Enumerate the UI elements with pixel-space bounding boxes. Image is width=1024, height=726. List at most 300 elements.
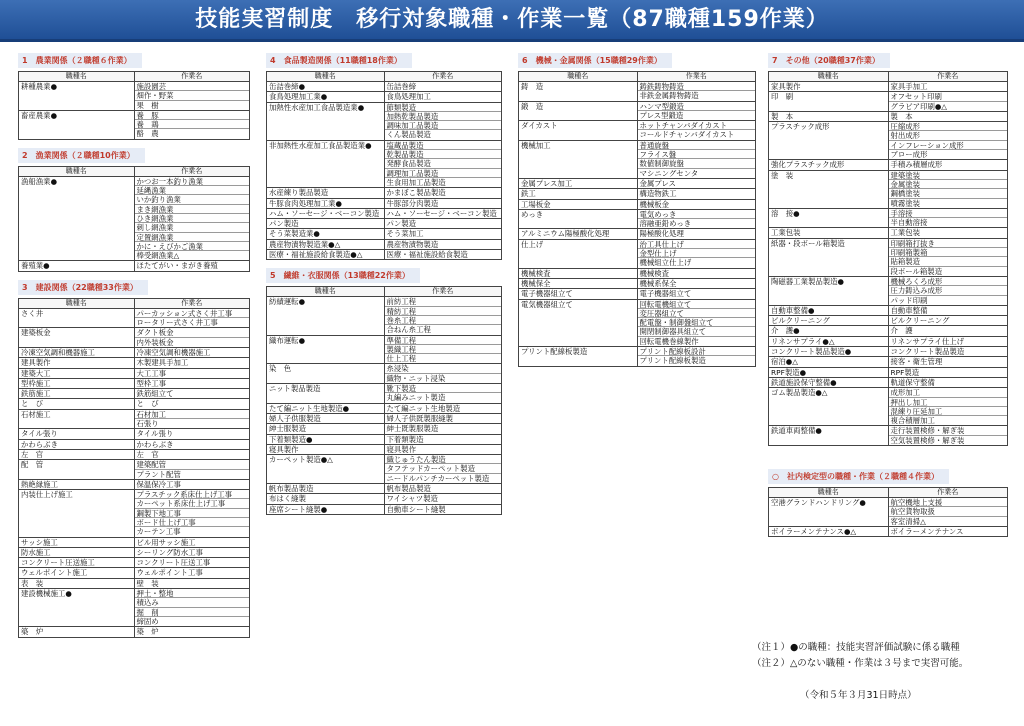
job-table bbox=[768, 71, 1008, 446]
work-item: 発酵食品製造 bbox=[385, 159, 502, 168]
table-row bbox=[19, 328, 250, 348]
occupation-cell: 印 刷 bbox=[769, 92, 889, 112]
work-cell bbox=[134, 358, 250, 368]
work-cell bbox=[888, 526, 1008, 536]
work-item: 帆布製品製造 bbox=[386, 483, 431, 493]
work-item: フライス盤 bbox=[638, 150, 756, 159]
work-item: 手溶接 bbox=[889, 209, 1008, 218]
table-row bbox=[19, 308, 250, 328]
work-cell bbox=[384, 413, 502, 423]
occupation-cell: 水産練り製品製造 bbox=[267, 188, 385, 198]
col-header-work: 作業名 bbox=[134, 166, 250, 176]
occupation-cell: 下着類製造● bbox=[267, 434, 385, 444]
work-cell bbox=[888, 377, 1008, 387]
occupation-cell: 介 護● bbox=[769, 326, 889, 336]
work-cell bbox=[888, 305, 1008, 315]
work-cell bbox=[888, 336, 1008, 346]
work-item: 紳士既製服製造 bbox=[386, 424, 439, 434]
work-item: 缶詰巻締 bbox=[386, 82, 417, 91]
work-item: 仕上工程 bbox=[386, 354, 417, 364]
work-item: カーテン工事 bbox=[136, 527, 181, 537]
occupation-cell: 婦人子供服製造 bbox=[267, 413, 385, 423]
work-cell bbox=[384, 504, 502, 514]
work-cell bbox=[384, 424, 502, 434]
work-cell bbox=[637, 121, 756, 141]
work-item: 寝具製作 bbox=[386, 444, 417, 454]
work-cell bbox=[888, 228, 1008, 238]
section-title: ○ 社内検定型の職種・作業（２職種４作業） bbox=[768, 469, 949, 484]
column-1 bbox=[18, 48, 250, 641]
work-cell bbox=[888, 357, 1008, 367]
work-item: タイル張り bbox=[136, 429, 174, 439]
table-row bbox=[769, 316, 1008, 326]
occupation-cell: 寝具製作 bbox=[267, 444, 385, 454]
work-item: 巻糸工程 bbox=[385, 316, 502, 325]
work-cell bbox=[888, 170, 1008, 208]
work-item: 果 樹 bbox=[136, 100, 159, 110]
table-header-row bbox=[19, 72, 250, 82]
table-row bbox=[769, 111, 1008, 121]
col-header-work: 作業名 bbox=[134, 298, 250, 308]
work-item: 噴霧塗装 bbox=[890, 198, 921, 208]
work-item: 変圧器組立て bbox=[638, 309, 756, 318]
work-item: かに・えびかご漁業 bbox=[135, 242, 250, 251]
table-row bbox=[19, 537, 250, 547]
col-header-work: 作業名 bbox=[888, 72, 1008, 82]
table-row bbox=[769, 497, 1008, 526]
job-table bbox=[266, 286, 502, 515]
work-cell bbox=[134, 368, 250, 378]
work-cell bbox=[134, 261, 250, 271]
table-row bbox=[769, 92, 1008, 112]
table-row bbox=[267, 483, 502, 493]
occupation-cell: 溶 接● bbox=[769, 208, 889, 228]
work-item: 機械ろくろ成形 bbox=[889, 277, 1008, 286]
work-item: 金型仕上げ bbox=[638, 249, 756, 258]
occupation-cell: 織布運転● bbox=[267, 335, 385, 364]
work-cell bbox=[637, 347, 756, 367]
work-cell bbox=[637, 229, 756, 239]
work-item: 締固め bbox=[136, 616, 159, 626]
table-row bbox=[267, 384, 502, 404]
work-item: 印刷箱製箱 bbox=[889, 248, 1008, 257]
occupation-cell: 農産物漬物製造業●△ bbox=[267, 239, 385, 249]
occupation-cell: 養殖業● bbox=[19, 261, 135, 271]
table-row bbox=[19, 460, 250, 480]
table-row bbox=[267, 92, 502, 102]
table-row bbox=[519, 178, 756, 188]
work-item: ハンマ型鍛造 bbox=[638, 102, 756, 111]
work-item: RPF製造 bbox=[890, 367, 920, 377]
work-cell bbox=[384, 92, 502, 102]
table-row bbox=[19, 261, 250, 271]
table-row bbox=[267, 198, 502, 208]
occupation-cell: 漁船漁業● bbox=[19, 176, 135, 261]
table-row bbox=[19, 110, 250, 139]
occupation-cell: 内装仕上げ施工 bbox=[19, 490, 135, 537]
work-item: 軌道保守整備 bbox=[890, 377, 935, 387]
note-1: （注１）●の職種：技能実習評価試験に係る職種 bbox=[752, 642, 960, 653]
table-row bbox=[769, 336, 1008, 346]
job-table bbox=[18, 298, 250, 638]
work-item: 家具手加工 bbox=[890, 82, 928, 91]
work-item: 保温保冷工事 bbox=[136, 479, 181, 489]
table-row bbox=[769, 347, 1008, 357]
work-cell bbox=[384, 364, 502, 384]
work-item: コンクリート製品製造 bbox=[890, 347, 965, 357]
note-2: （注２）△のない職種・作業は３号まで実習可能。 bbox=[752, 658, 969, 669]
work-item: 棒受網漁業△ bbox=[136, 251, 180, 261]
occupation-cell: ダイカスト bbox=[519, 121, 638, 141]
work-item: 印刷箱打抜き bbox=[889, 239, 1008, 248]
work-item: ニードルパンチカーペット製造 bbox=[386, 473, 490, 483]
table-row bbox=[267, 229, 502, 239]
occupation-cell: 家具製作 bbox=[769, 82, 889, 92]
work-item: そう菜加工 bbox=[386, 229, 424, 239]
work-item: ハム・ソーセージ・ベーコン製造 bbox=[386, 208, 497, 218]
work-item: 金属プレス bbox=[639, 178, 676, 188]
occupation-cell: 缶詰巻締● bbox=[267, 82, 385, 92]
table-header-row bbox=[267, 72, 502, 82]
work-item: グラビア印刷●△ bbox=[890, 101, 947, 111]
work-cell bbox=[384, 494, 502, 504]
work-cell bbox=[888, 92, 1008, 112]
work-cell bbox=[134, 537, 250, 547]
table-header-row bbox=[19, 298, 250, 308]
occupation-cell: 工場板金 bbox=[519, 199, 638, 209]
table-row bbox=[519, 347, 756, 367]
work-item: 介 護 bbox=[890, 326, 913, 336]
work-cell bbox=[384, 102, 502, 140]
table-row bbox=[519, 189, 756, 199]
work-item: 婦人子供既製服縫製 bbox=[386, 413, 454, 423]
work-cell bbox=[134, 110, 250, 139]
work-cell bbox=[134, 378, 250, 388]
work-item: プラント配管 bbox=[136, 469, 181, 479]
job-table bbox=[18, 71, 250, 140]
work-item: 機械検査 bbox=[639, 268, 670, 278]
column-2 bbox=[266, 48, 502, 518]
table-row bbox=[19, 389, 250, 399]
col-header-occupation: 職種名 bbox=[267, 72, 385, 82]
occupation-cell: 耕種農業● bbox=[19, 82, 135, 111]
work-item: 客室清掃△ bbox=[890, 516, 926, 526]
work-cell bbox=[888, 160, 1008, 170]
work-cell bbox=[134, 558, 250, 568]
table-row bbox=[267, 219, 502, 229]
table-row bbox=[769, 160, 1008, 170]
work-item: プリント配線板製造 bbox=[639, 356, 706, 366]
table-header-row bbox=[267, 287, 502, 297]
work-item: 鋼橋塗装 bbox=[889, 189, 1008, 198]
col-header-occupation: 職種名 bbox=[19, 298, 135, 308]
job-table bbox=[518, 71, 756, 367]
work-cell bbox=[637, 299, 756, 346]
work-item: ビル用サッシ施工 bbox=[136, 537, 196, 547]
occupation-cell: 紙器・段ボール箱製造 bbox=[769, 238, 889, 276]
occupation-cell: 座席シート縫製● bbox=[267, 504, 385, 514]
work-item: コールドチャンバダイカスト bbox=[639, 130, 735, 140]
occupation-cell: カーペット製造●△ bbox=[267, 455, 385, 484]
occupation-cell: 配 管 bbox=[19, 460, 135, 480]
work-item: パン製造 bbox=[386, 219, 417, 229]
work-cell bbox=[134, 399, 250, 409]
work-item: 精紡工程 bbox=[385, 307, 502, 316]
work-cell bbox=[384, 239, 502, 249]
occupation-cell: RPF製造● bbox=[769, 367, 889, 377]
occupation-cell: プリント配線板製造 bbox=[519, 347, 638, 367]
col-header-occupation: 職種名 bbox=[519, 72, 638, 82]
occupation-cell: 強化プラスチック成形 bbox=[769, 160, 889, 170]
work-cell bbox=[134, 490, 250, 537]
work-item: 電気めっき bbox=[638, 210, 756, 219]
work-item: ボード仕上げ工事 bbox=[135, 518, 250, 527]
work-item: 走行装置検修・解ぎ装 bbox=[889, 426, 1008, 435]
work-cell bbox=[134, 439, 250, 449]
work-item: 築 炉 bbox=[136, 627, 159, 637]
work-cell bbox=[384, 434, 502, 444]
table-row bbox=[19, 558, 250, 568]
work-item: 機械組立仕上げ bbox=[639, 258, 692, 268]
work-item: タフテッドカーペット製造 bbox=[385, 464, 502, 473]
table-row bbox=[519, 82, 756, 102]
work-item: 生食用加工品製造 bbox=[386, 177, 446, 187]
section-machinery-metal bbox=[518, 48, 756, 367]
work-item: プラスチック系床仕上げ工事 bbox=[135, 490, 250, 499]
work-item: リネンサプライ仕上げ bbox=[890, 336, 965, 346]
work-cell bbox=[134, 479, 250, 489]
work-cell bbox=[637, 289, 756, 299]
work-item: ロータリー式さく井工事 bbox=[136, 318, 218, 328]
work-item: 合ねん糸工程 bbox=[386, 325, 431, 335]
work-item: 機械板金 bbox=[639, 199, 670, 209]
work-item: ダクト板金 bbox=[135, 328, 250, 337]
occupation-cell: 工業包装 bbox=[769, 228, 889, 238]
work-cell bbox=[888, 388, 1008, 426]
work-item: 左 官 bbox=[136, 449, 159, 459]
work-item: カーペット系床仕上げ工事 bbox=[135, 499, 250, 508]
occupation-cell: 型枠施工 bbox=[19, 378, 135, 388]
work-item: 溶融亜鉛めっき bbox=[639, 219, 692, 229]
work-item: まき網漁業 bbox=[135, 205, 250, 214]
table-row bbox=[769, 326, 1008, 336]
table-row bbox=[769, 82, 1008, 92]
work-cell bbox=[134, 347, 250, 357]
work-item: 貼箱製造 bbox=[889, 257, 1008, 266]
occupation-cell: 染 色 bbox=[267, 364, 385, 384]
section-construction bbox=[18, 275, 250, 638]
work-item: 圧縮成形 bbox=[889, 122, 1008, 131]
work-item: 押土・整地 bbox=[135, 589, 250, 598]
table-row bbox=[769, 367, 1008, 377]
work-item: 積込み bbox=[135, 598, 250, 607]
work-item: 乾製品製造 bbox=[385, 150, 502, 159]
table-row bbox=[19, 358, 250, 368]
table-row bbox=[267, 504, 502, 514]
occupation-cell: そう菜製造業● bbox=[267, 229, 385, 239]
col-header-work: 作業名 bbox=[637, 72, 756, 82]
work-cell bbox=[384, 219, 502, 229]
section-agriculture bbox=[18, 48, 250, 140]
work-item: 鋼製下地工事 bbox=[135, 509, 250, 518]
table-row bbox=[19, 368, 250, 378]
work-cell bbox=[888, 316, 1008, 326]
table-row bbox=[19, 347, 250, 357]
table-row bbox=[19, 490, 250, 537]
work-item: 構造物鉄工 bbox=[639, 189, 677, 199]
occupation-cell: めっき bbox=[519, 209, 638, 229]
work-item: かわらぶき bbox=[136, 439, 174, 449]
table-row bbox=[267, 403, 502, 413]
occupation-cell: ハム・ソーセージ・ベーコン製造 bbox=[267, 208, 385, 218]
work-item: 開閉制御器具組立て bbox=[638, 327, 756, 336]
work-item: 鉄筋組立て bbox=[136, 389, 174, 399]
work-item: 金属塗装 bbox=[889, 180, 1008, 189]
table-row bbox=[19, 547, 250, 557]
work-cell bbox=[384, 335, 502, 364]
occupation-cell: 鉄筋施工 bbox=[19, 389, 135, 399]
work-cell bbox=[384, 250, 502, 260]
work-item: ワイシャツ製造 bbox=[386, 494, 438, 504]
table-row bbox=[267, 335, 502, 364]
section-others bbox=[768, 48, 1008, 446]
work-item: 掘 削 bbox=[135, 608, 250, 617]
table-header-row bbox=[769, 487, 1008, 497]
work-item: 木製建具手加工 bbox=[136, 358, 189, 368]
column-4 bbox=[768, 48, 1008, 540]
work-item: コンクリート圧送工事 bbox=[136, 558, 211, 568]
work-cell bbox=[637, 239, 756, 268]
work-item: インフレーション成形 bbox=[889, 141, 1008, 150]
work-item: 工業包装 bbox=[890, 228, 921, 238]
work-item: 刺し網漁業 bbox=[135, 223, 250, 232]
col-header-work: 作業名 bbox=[134, 72, 250, 82]
work-cell bbox=[134, 578, 250, 588]
table-row bbox=[19, 429, 250, 439]
work-cell bbox=[888, 238, 1008, 276]
work-item: 回転電機巻線製作 bbox=[639, 336, 699, 346]
table-row bbox=[769, 238, 1008, 276]
work-item: 半自動溶接 bbox=[890, 218, 928, 228]
occupation-cell: ニット製品製造 bbox=[267, 384, 385, 404]
occupation-cell: かわらぶき bbox=[19, 439, 135, 449]
work-cell bbox=[888, 111, 1008, 121]
section-title: 6 機械・金属関係（15職種29作業） bbox=[518, 53, 672, 68]
work-cell bbox=[637, 101, 756, 121]
occupation-cell: 加熱性水産加工食品製造業● bbox=[267, 102, 385, 140]
work-item: 建築配管 bbox=[135, 460, 250, 469]
occupation-cell: 電気機器組立て bbox=[519, 299, 638, 346]
col-header-occupation: 職種名 bbox=[769, 487, 889, 497]
table-row bbox=[519, 278, 756, 288]
work-item: 冷凍空気調和機器施工 bbox=[136, 347, 211, 357]
table-row bbox=[267, 188, 502, 198]
work-item: 数値制御旋盤 bbox=[638, 159, 756, 168]
work-item: シーリング防水工事 bbox=[136, 547, 203, 557]
work-item: 壁 装 bbox=[136, 578, 159, 588]
work-cell bbox=[384, 444, 502, 454]
table-row bbox=[19, 176, 250, 261]
work-item: 自動車シート縫製 bbox=[386, 504, 446, 514]
table-row bbox=[19, 409, 250, 429]
table-row bbox=[519, 229, 756, 239]
work-item: 酪 農 bbox=[136, 129, 159, 139]
occupation-cell: 鉄道施設保守整備● bbox=[769, 377, 889, 387]
work-item: マシニングセンタ bbox=[639, 168, 699, 178]
work-item: 延縄漁業 bbox=[135, 186, 250, 195]
occupation-cell: 機械保全 bbox=[519, 278, 638, 288]
table-row bbox=[267, 455, 502, 484]
work-item: 接客・衛生管理 bbox=[890, 357, 943, 367]
table-row bbox=[267, 494, 502, 504]
work-cell bbox=[384, 188, 502, 198]
table-row bbox=[519, 140, 756, 178]
work-item: くん製品製造 bbox=[386, 130, 431, 140]
occupation-cell: 紳士服製造 bbox=[267, 424, 385, 434]
work-cell bbox=[888, 367, 1008, 377]
occupation-cell: 建築大工 bbox=[19, 368, 135, 378]
work-cell bbox=[888, 497, 1008, 526]
table-row bbox=[769, 170, 1008, 208]
column-3 bbox=[518, 48, 756, 370]
occupation-cell: 機械検査 bbox=[519, 268, 638, 278]
table-row bbox=[519, 239, 756, 268]
table-row bbox=[519, 268, 756, 278]
table-row bbox=[19, 82, 250, 111]
table-row bbox=[519, 289, 756, 299]
table-row bbox=[267, 297, 502, 335]
table-row bbox=[19, 479, 250, 489]
work-item: 畑作・野菜 bbox=[135, 91, 250, 100]
work-item: 回転電機組立て bbox=[638, 300, 756, 309]
work-cell bbox=[888, 326, 1008, 336]
section-title: 1 農業関係（２職種６作業） bbox=[18, 53, 142, 68]
col-header-occupation: 職種名 bbox=[19, 166, 135, 176]
table-row bbox=[19, 568, 250, 578]
work-cell bbox=[384, 384, 502, 404]
work-item: 航空機地上支援 bbox=[889, 498, 1008, 507]
table-row bbox=[267, 82, 502, 92]
job-table bbox=[18, 166, 250, 272]
col-header-work: 作業名 bbox=[384, 287, 502, 297]
table-row bbox=[19, 589, 250, 627]
work-cell bbox=[637, 199, 756, 209]
work-item: 電子機器組立て bbox=[639, 289, 692, 299]
work-item: 内外装板金 bbox=[136, 337, 174, 347]
work-cell bbox=[637, 189, 756, 199]
work-item: ビルクリーニング bbox=[890, 316, 950, 326]
occupation-cell: 非加熱性水産加工食品製造業● bbox=[267, 140, 385, 187]
work-item: 複合積層加工 bbox=[890, 416, 935, 426]
work-item: 建築塗装 bbox=[889, 171, 1008, 180]
work-cell bbox=[637, 82, 756, 102]
work-item: 成形加工 bbox=[889, 388, 1008, 397]
work-item: たて編ニット生地製造 bbox=[386, 403, 461, 413]
occupation-cell: 冷凍空気調和機器施工 bbox=[19, 347, 135, 357]
occupation-cell: サッシ施工 bbox=[19, 537, 135, 547]
occupation-cell: 築 炉 bbox=[19, 627, 135, 637]
work-item: ウェルポイント工事 bbox=[136, 568, 203, 578]
work-cell bbox=[134, 82, 250, 111]
work-item: 前紡工程 bbox=[385, 297, 502, 306]
col-header-work: 作業名 bbox=[384, 72, 502, 82]
work-item: 射出成形 bbox=[889, 131, 1008, 140]
work-item: 農産物漬物製造 bbox=[386, 239, 439, 249]
work-item: ほたてがい・まがき養殖 bbox=[136, 261, 218, 271]
occupation-cell: 食鳥処理加工業● bbox=[267, 92, 385, 102]
table-row bbox=[769, 377, 1008, 387]
work-cell bbox=[888, 122, 1008, 160]
